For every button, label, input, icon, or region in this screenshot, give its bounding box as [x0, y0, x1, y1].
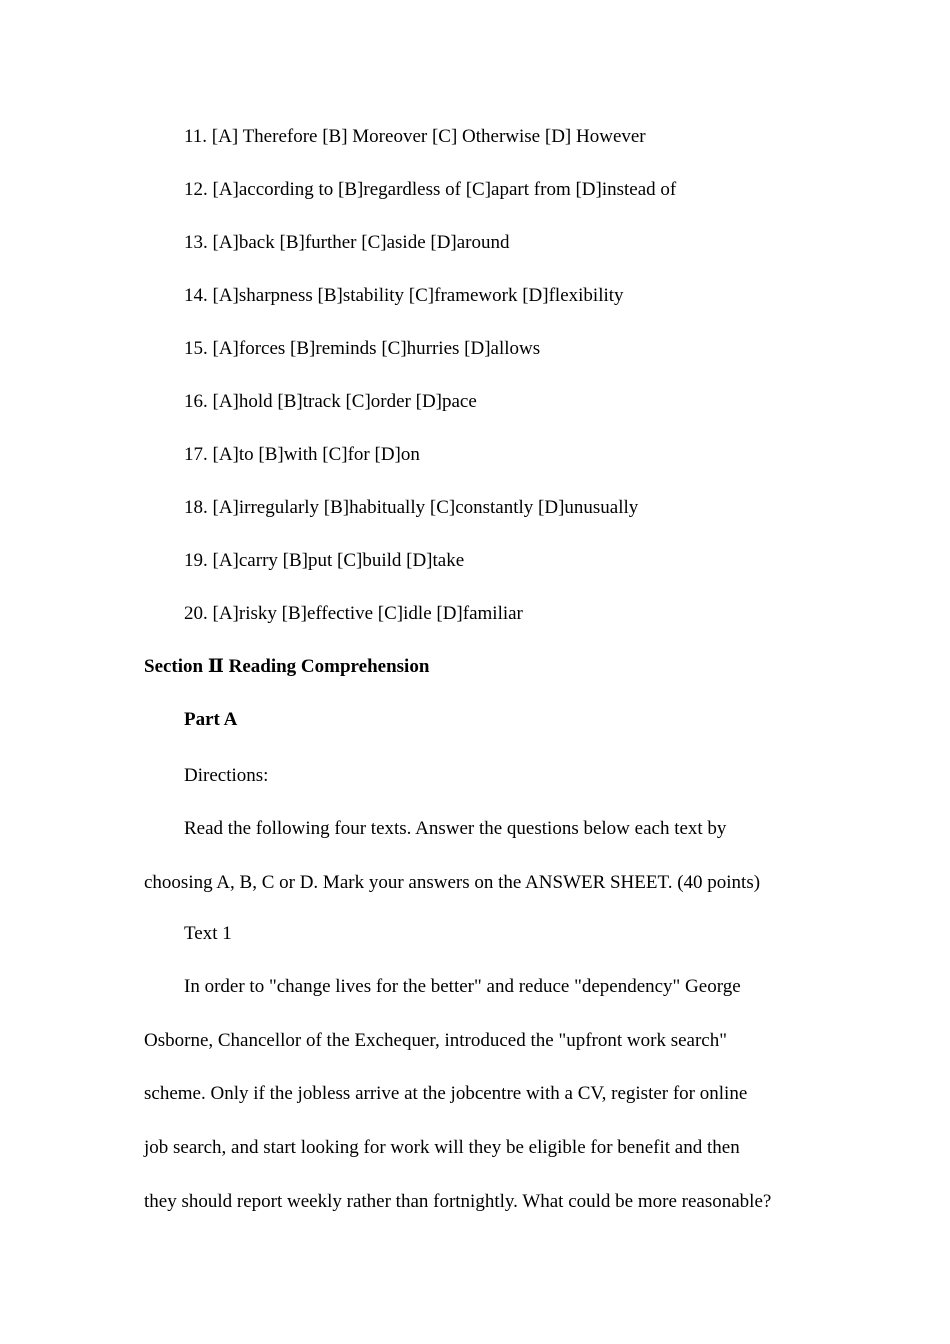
- paragraph-line-5: they should report weekly rather than fortnightly. What could be more reasonable?: [144, 1191, 772, 1212]
- paragraph-line-4: job search, and start looking for work will they be eligible for benefit and then: [144, 1137, 740, 1158]
- option-line-12: 12. [A]according to [B]regardless of [C]apart from [D]instead of: [184, 179, 677, 200]
- directions-label: Directions:: [184, 765, 269, 786]
- option-line-14: 14. [A]sharpness [B]stability [C]framework [D]flexibility: [184, 285, 624, 306]
- paragraph-line-1: In order to "change lives for the better" and reduce "dependency" George: [184, 976, 741, 997]
- section-title: Section Ⅱ Reading Comprehension: [144, 656, 430, 677]
- option-line-18: 18. [A]irregularly [B]habitually [C]constantly [D]unusually: [184, 497, 639, 518]
- part-title: Part A: [184, 709, 238, 730]
- option-line-11: 11. [A] Therefore [B] Moreover [C] Otherwise [D] However: [184, 126, 646, 147]
- option-line-19: 19. [A]carry [B]put [C]build [D]take: [184, 550, 465, 571]
- option-line-13: 13. [A]back [B]further [C]aside [D]around: [184, 232, 510, 253]
- option-line-15: 15. [A]forces [B]reminds [C]hurries [D]allows: [184, 338, 541, 359]
- option-line-16: 16. [A]hold [B]track [C]order [D]pace: [184, 391, 477, 412]
- paragraph-line-3: scheme. Only if the jobless arrive at the jobcentre with a CV, register for online: [144, 1083, 748, 1104]
- directions-line-1: Read the following four texts. Answer the questions below each text by: [184, 818, 727, 839]
- paragraph-line-2: Osborne, Chancellor of the Exchequer, introduced the "upfront work search": [144, 1030, 727, 1051]
- option-line-20: 20. [A]risky [B]effective [C]idle [D]familiar: [184, 603, 523, 624]
- option-line-17: 17. [A]to [B]with [C]for [D]on: [184, 444, 420, 465]
- text-label: Text 1: [184, 923, 232, 944]
- directions-line-2: choosing A, B, C or D. Mark your answers on the ANSWER SHEET. (40 points): [144, 872, 761, 893]
